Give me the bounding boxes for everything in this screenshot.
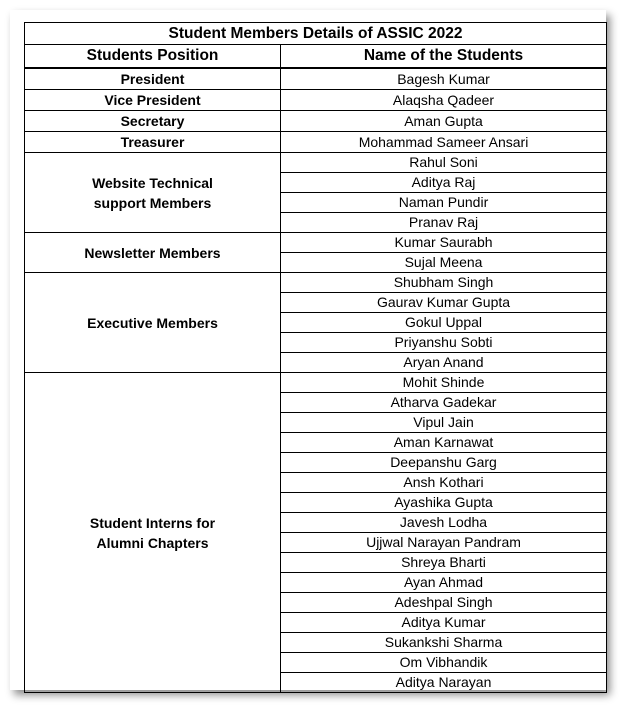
table-row [25,233,607,253]
column-header-position: Students Position [25,45,281,69]
title-row [25,23,607,45]
student-name-cell: Priyanshu Sobti [281,333,607,353]
table-row [25,373,607,393]
position-cell: Secretary [25,111,281,132]
student-name-cell: Atharva Gadekar [281,393,607,413]
student-name-cell: Alaqsha Qadeer [281,90,607,111]
table-body [25,68,607,693]
student-name-cell: Rahul Soni [281,153,607,173]
student-name-cell: Pranav Raj [281,213,607,233]
student-name-cell: Aditya Raj [281,173,607,193]
student-name-cell: Aman Karnawat [281,433,607,453]
student-name-cell: Aditya Narayan [281,673,607,693]
position-cell: Treasurer [25,132,281,153]
student-name-cell: Bagesh Kumar [281,68,607,90]
student-name-cell: Gokul Uppal [281,313,607,333]
student-name-cell: Om Vibhandik [281,653,607,673]
student-name-cell: Shubham Singh [281,273,607,293]
student-name-cell: Mohammad Sameer Ansari [281,132,607,153]
student-name-cell: Kumar Saurabh [281,233,607,253]
student-name-cell: Naman Pundir [281,193,607,213]
student-name-cell: Shreya Bharti [281,553,607,573]
members-table [24,22,607,693]
student-name-cell: Aman Gupta [281,111,607,132]
student-name-cell: Ayashika Gupta [281,493,607,513]
position-cell: Student Interns for Alumni Chapters [25,373,281,693]
student-name-cell: Sukankshi Sharma [281,633,607,653]
position-cell: President [25,68,281,90]
position-cell: Vice President [25,90,281,111]
student-name-cell: Aryan Anand [281,353,607,373]
table-row [25,111,607,132]
table-row [25,132,607,153]
student-name-cell: Sujal Meena [281,253,607,273]
position-cell: Newsletter Members [25,233,281,273]
position-cell: Website Technical support Members [25,153,281,233]
student-name-cell: Deepanshu Garg [281,453,607,473]
student-name-cell: Ujjwal Narayan Pandram [281,533,607,553]
table-row [25,153,607,173]
student-name-cell: Mohit Shinde [281,373,607,393]
student-name-cell: Gaurav Kumar Gupta [281,293,607,313]
student-name-cell: Ayan Ahmad [281,573,607,593]
student-name-cell: Aditya Kumar [281,613,607,633]
student-name-cell: Ansh Kothari [281,473,607,493]
column-header-name: Name of the Students [281,45,607,69]
document-frame [10,10,606,690]
student-name-cell: Adeshpal Singh [281,593,607,613]
header-row [25,45,607,69]
position-cell: Executive Members [25,273,281,373]
table-title: Student Members Details of ASSIC 2022 [25,23,607,45]
table-row [25,273,607,293]
student-name-cell: Vipul Jain [281,413,607,433]
student-name-cell: Javesh Lodha [281,513,607,533]
table-row [25,90,607,111]
table-row [25,68,607,90]
